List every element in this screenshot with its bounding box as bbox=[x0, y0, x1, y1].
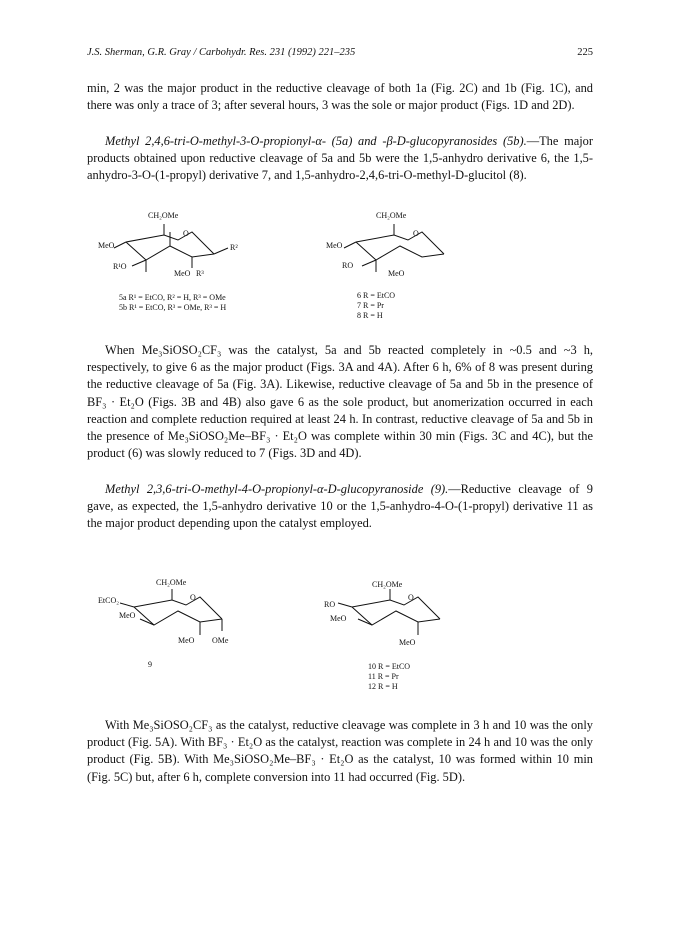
paragraph-4-body: —Reductive cleavage of 9 gave, as expected, the 1,5-anhydro derivative 10 or the 1,5-anhydro-4-O-(1-propyl) derivative 11 as the major product depending upon the catalyst employed. bbox=[87, 482, 593, 531]
s2-right-ch2ome: CH₂OMe bbox=[372, 580, 403, 589]
s1-right-ring-o: O bbox=[413, 229, 419, 238]
s2-right-meo-bottom: MeO bbox=[399, 638, 416, 647]
s1-left-meo: MeO bbox=[98, 241, 115, 250]
paragraph-5-text: With Me₃SiOSO₂CF₃ as the catalyst, reductive cleavage was complete in 3 h and 10 was the only product (Fig. 5A). With BF₃ · Et₂O as the catalyst, reaction was complete in 24 h and 10 was the only product (Fig. 5B). With Me₃SiOSO₂Me–BF₃ · Et₂O as the catalyst, 10 was formed within 10 min (Fig. 5C) but, after 6 h, complete conversion into 11 had occurred (Fig. 5D). bbox=[87, 718, 593, 784]
s2-left-meo-bottom: MeO bbox=[178, 636, 195, 645]
s2-right-ring-o: O bbox=[408, 593, 414, 602]
paragraph-1 bbox=[87, 80, 593, 114]
s2-left-ch2ome: CH₂OMe bbox=[156, 578, 187, 587]
s1-left-r2: R² bbox=[230, 243, 238, 252]
scheme-2 bbox=[86, 575, 586, 700]
s1-right-meo-bottom: MeO bbox=[388, 269, 405, 278]
s1-right-ro: RO bbox=[342, 261, 354, 270]
s1-legend-5a: 5a R¹ = EtCO, R² = H, R³ = OMe bbox=[119, 293, 226, 302]
chair-6 bbox=[344, 224, 444, 272]
paragraph-4 bbox=[87, 481, 593, 533]
paragraph-1-text: min, 2 was the major product in the reductive cleavage of both 1a (Fig. 2C) and 1b (Fig. 1C), and there was only a trace of 3; after several hours, 3 was the sole or major product (Figs. 1D and 2D). bbox=[87, 81, 593, 113]
s1-right-ch2ome: CH₂OMe bbox=[376, 211, 407, 220]
paragraph-2 bbox=[87, 133, 593, 185]
s2-legend-11: 11 R = Pr bbox=[368, 672, 399, 681]
s1-right-meo: MeO bbox=[326, 241, 343, 250]
s1-left-r3: R³ bbox=[196, 269, 204, 278]
paragraph-5 bbox=[87, 717, 593, 786]
s2-left-meo: MeO bbox=[119, 611, 136, 620]
paragraph-4-title: Methyl 2,3,6-tri-O-methyl-4-O-propionyl-α-D-glucopyranoside (9). bbox=[105, 482, 449, 496]
s2-left-etco2: EtCO₂ bbox=[98, 596, 120, 605]
running-header bbox=[87, 47, 593, 63]
s1-legend-5b: 5b R¹ = EtCO, R³ = OMe, R³ = H bbox=[119, 303, 227, 312]
paragraph-2-body: —The major products obtained upon reductive cleavage of 5a and 5b were the 1,5-anhydro derivative 6, the 1,5-anhydro-3-O-(1-propyl) derivative 7, and 1,5-anhydro-2,4,6-tri-O-methyl-D-glucitol (8). bbox=[87, 134, 593, 183]
paragraph-2-title: Methyl 2,4,6-tri-O-methyl-3-O-propionyl-α- (5a) and -β-D-glucopyranosides (5b). bbox=[105, 134, 527, 148]
chair-10 bbox=[338, 589, 440, 635]
chair-5 bbox=[114, 224, 228, 272]
s2-label-9: 9 bbox=[148, 660, 152, 669]
s1-left-meo-bottom: MeO bbox=[174, 269, 191, 278]
s1-legend-7: 7 R = Pr bbox=[357, 301, 384, 310]
s1-legend-8: 8 R = H bbox=[357, 311, 383, 320]
s2-legend-12: 12 R = H bbox=[368, 682, 398, 691]
s2-left-ome: OMe bbox=[212, 636, 229, 645]
s2-right-meo: MeO bbox=[330, 614, 347, 623]
paragraph-3 bbox=[87, 342, 593, 462]
paragraph-4-text bbox=[87, 481, 593, 533]
page-number: 225 bbox=[577, 47, 593, 58]
header-citation: J.S. Sherman, G.R. Gray / Carbohydr. Res. 231 (1992) 221–235 bbox=[87, 47, 356, 58]
scheme-1 bbox=[86, 210, 586, 330]
paragraph-2-text bbox=[87, 133, 593, 185]
s1-left-r1o: R¹O bbox=[113, 262, 127, 271]
s2-right-ro: RO bbox=[324, 600, 336, 609]
s1-left-ch2ome: CH₂OMe bbox=[148, 211, 179, 220]
paragraph-3-text: When Me₃SiOSO₂CF₃ was the catalyst, 5a and 5b reacted completely in ~0.5 and ~3 h, respectively, to give 6 as the major product (Figs. 3A and 4A). After 6 h, 6% of 8 was present during the reductive cleavage of 5a (Fig. 3A). Likewise, reductive cleavage of 5a and 5b in the presence of BF₃ · Et₂O (Figs. 3B and 4B) also gave 6 as the sole product, but anomerization occurred in each reaction and complete reduction required at least 24 h. In contrast, reductive cleavage of 5a and 5b in the presence of Me₃SiOSO₂Me–BF₃ · Et₂O was complete within 30 min (Figs. 3C and 4C), but the product (6) was slowly reduced to 7 (Figs. 3D and 4D). bbox=[87, 343, 593, 461]
s2-left-ring-o: O bbox=[190, 593, 196, 602]
s2-legend-10: 10 R = EtCO bbox=[368, 662, 411, 671]
scheme-2-drawing bbox=[86, 575, 586, 700]
s1-legend-6: 6 R = EtCO bbox=[357, 291, 396, 300]
s1-left-ring-o: O bbox=[183, 229, 189, 238]
